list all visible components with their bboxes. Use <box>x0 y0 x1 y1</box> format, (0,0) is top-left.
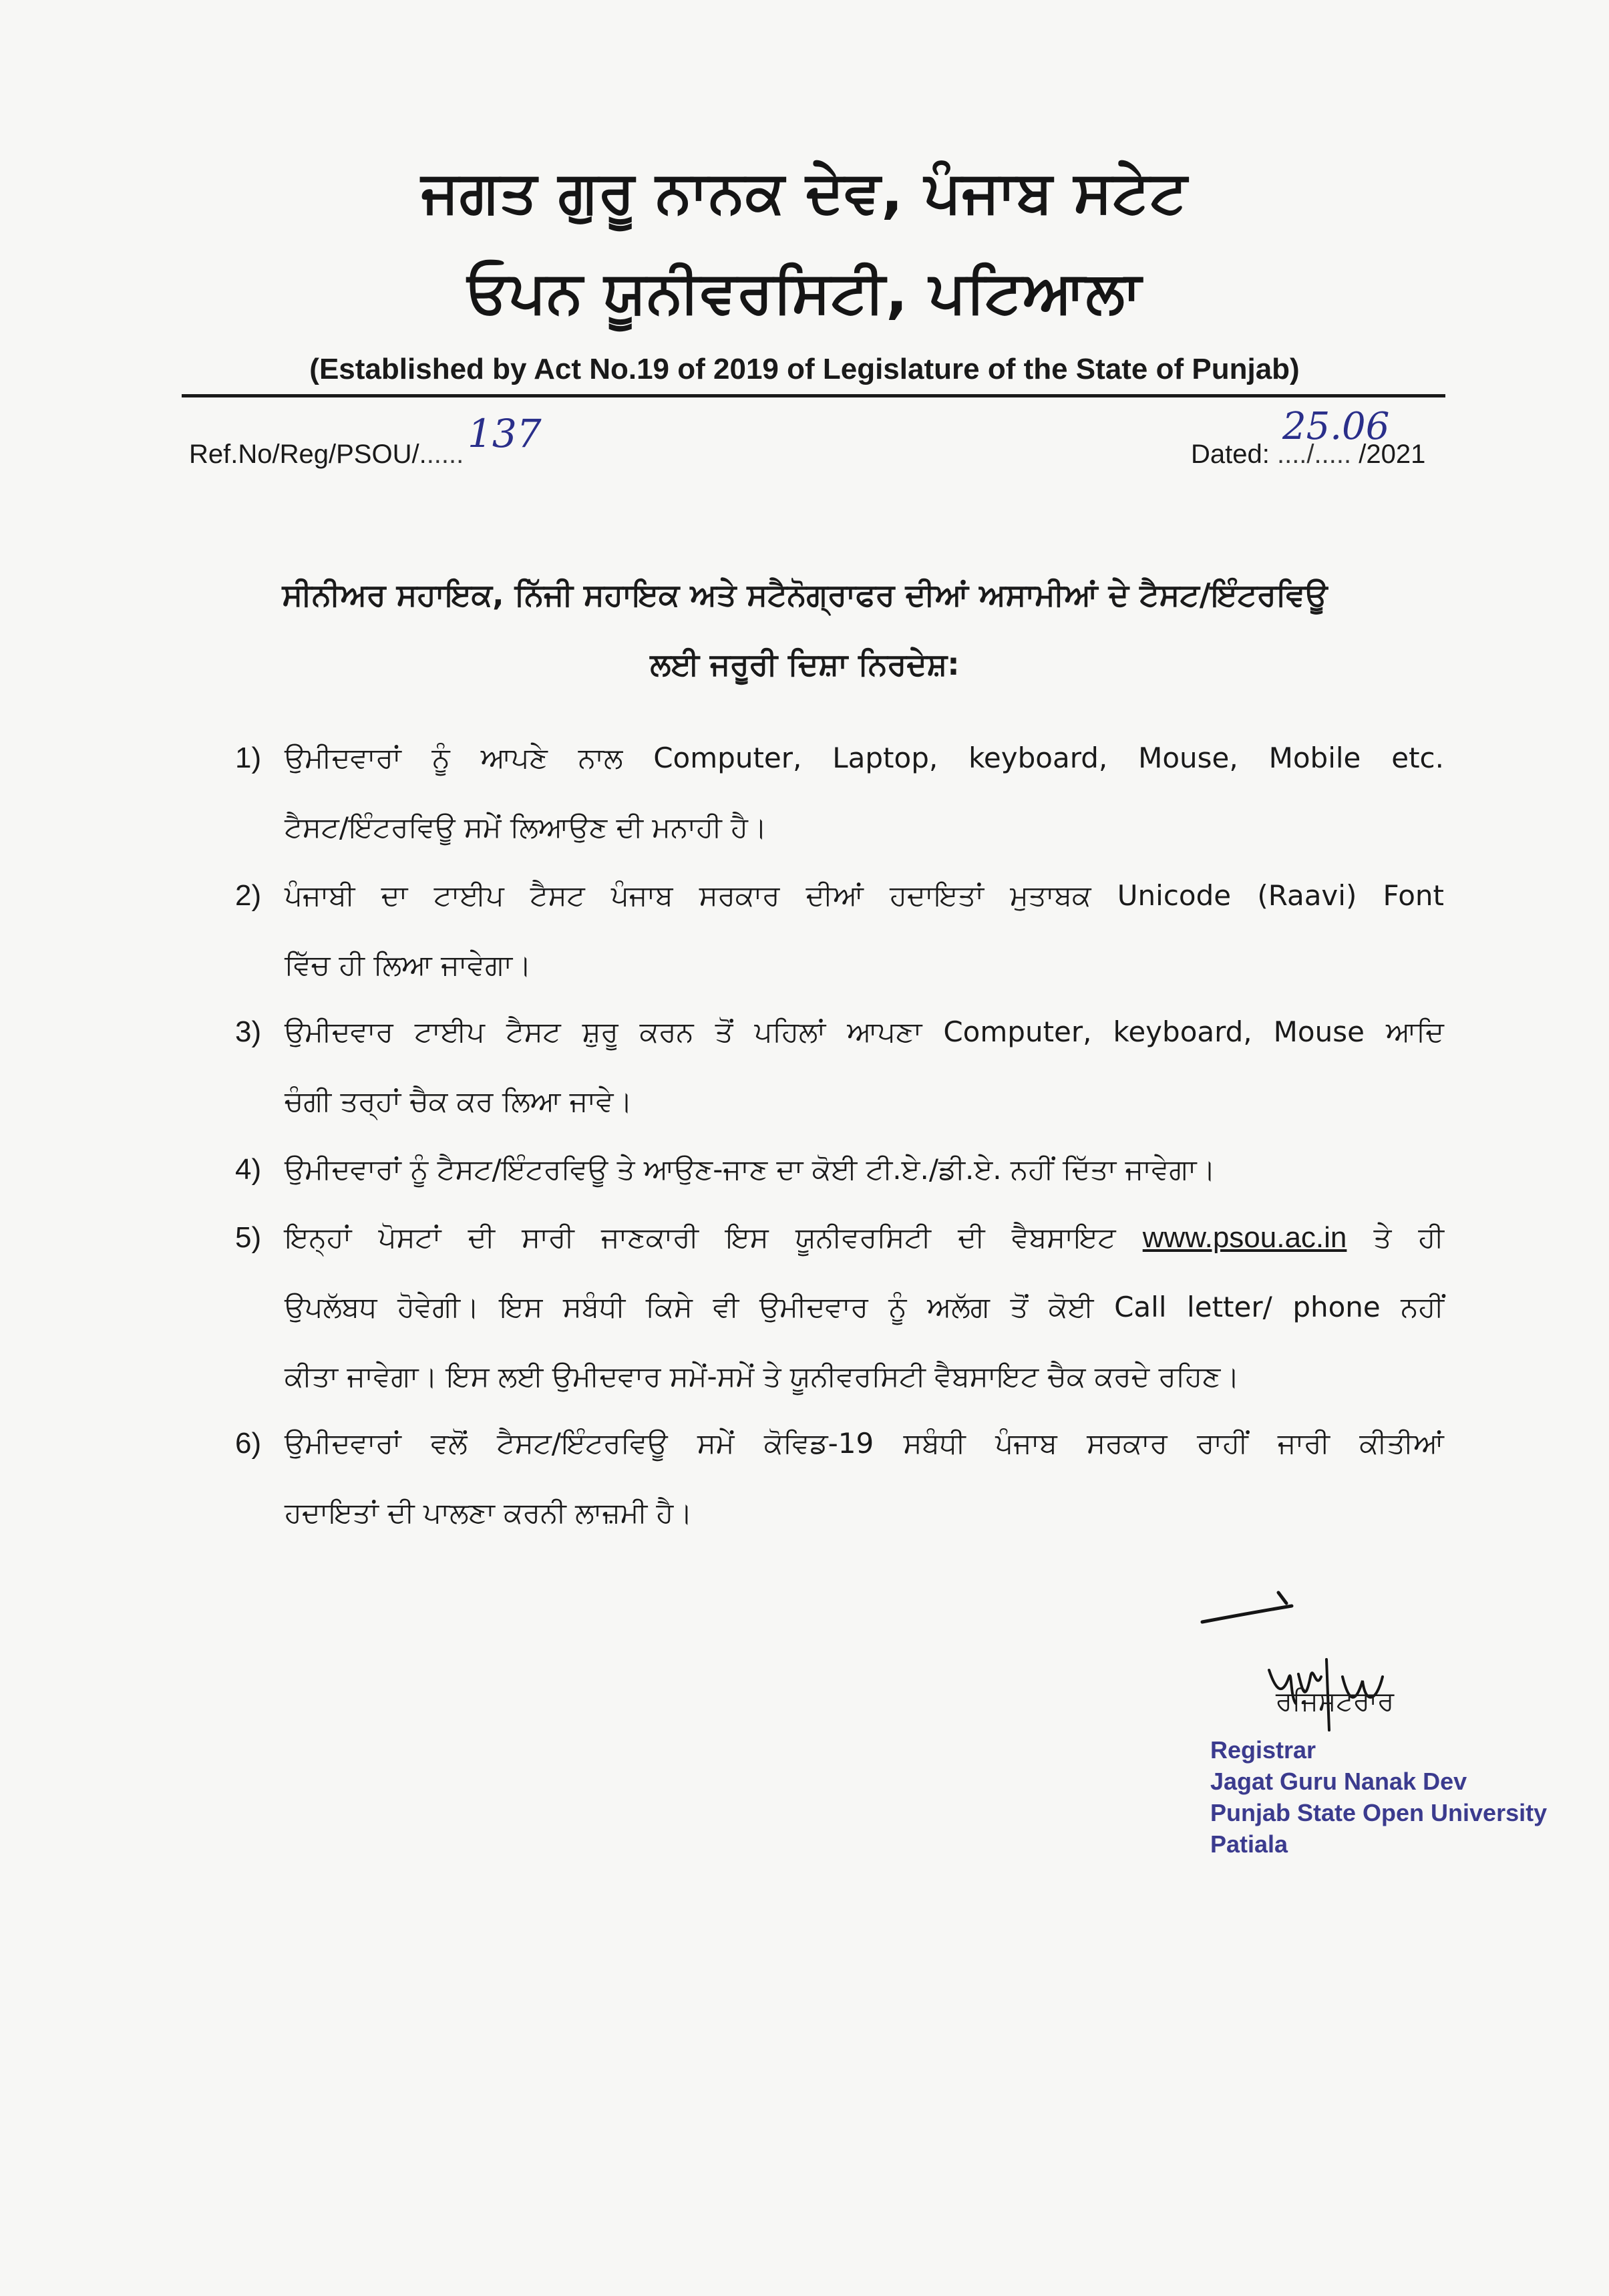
item-number: 4) <box>235 1153 262 1186</box>
item-text-line <box>285 1221 1444 1255</box>
item-text-line: ਵਿੱਚ ਹੀ ਲਿਆ ਜਾਵੇਗਾ। <box>285 949 532 981</box>
stamp-line: Patiala <box>1210 1830 1288 1858</box>
item-text-line: ਟੈਸਟ/ਇੰਟਰਵਿਊ ਸਮੇਂ ਲਿਆਉਣ ਦੀ ਮਨਾਹੀ ਹੈ। <box>285 811 767 844</box>
reference-number: Ref.No/Reg/PSOU/...... <box>189 440 464 469</box>
handwritten-dash <box>1198 1583 1318 1630</box>
subject-line1: ਸੀਨੀਅਰ ਸਹਾਇਕ, ਨਿੱਜੀ ਸਹਾਇਕ ਅਤੇ ਸਟੈਨੋਗ੍ਰਾਫਰ ਦੀਆਂ ਅਸਾਮੀਆਂ ਦੇ ਟੈਸਟ/ਇੰਟਰਵਿਊ <box>282 577 1328 613</box>
date-handwritten: 25.06 <box>1282 405 1390 448</box>
registrar-punjabi: ਰਜਿਸਟਰਾਰ <box>1276 1686 1395 1717</box>
item-text-line: ਉਮੀਦਵਾਰ ਟਾਈਪ ਟੈਸਟ ਸ਼ੁਰੂ ਕਰਨ ਤੋਂ ਪਹਿਲਾਂ ਆਪਣਾ Computer, keyboard, Mouse ਆਦਿ <box>285 1015 1444 1048</box>
item-text-line: ਉਮੀਦਵਾਰਾਂ ਵਲੋਂ ਟੈਸਟ/ਇੰਟਰਵਿਊ ਸਮੇਂ ਕੋਵਿਡ-19 ਸਬੰਧੀ ਪੰਜਾਬ ਸਰਕਾਰ ਰਾਹੀਂ ਜਾਰੀ ਕੀਤੀਆਂ <box>285 1427 1444 1460</box>
stamp-line: Punjab State Open University <box>1210 1799 1548 1826</box>
website-link[interactable]: www.psou.ac.in <box>1142 1221 1347 1254</box>
item-text-line: ਹਦਾਇਤਾਂ ਦੀ ਪਾਲਣਾ ਕਰਨੀ ਲਾਜ਼ਮੀ ਹੈ। <box>285 1496 693 1529</box>
header-rule <box>182 394 1445 397</box>
reference-prefix: Ref.No/Reg/PSOU/. <box>189 440 427 469</box>
stamp-line: Jagat Guru Nanak Dev <box>1210 1768 1467 1795</box>
subject-line2: ਲਈ ਜਰੂਰੀ ਦਿਸ਼ਾ ਨਿਰਦੇਸ਼: <box>650 646 960 682</box>
item-number: 1) <box>235 742 262 774</box>
item-text-line: ਕੀਤਾ ਜਾਵੇਗਾ। ਇਸ ਲਈ ਉਮੀਦਵਾਰ ਸਮੇਂ-ਸਮੇਂ ਤੇ ਯੂਨੀਵਰਸਿਟੀ ਵੈਬਸਾਇਟ ਚੈਕ ਕਰਦੇ ਰਹਿਣ। <box>285 1360 1240 1393</box>
established-note: (Established by Act No.19 of 2019 of Legislature of the State of Punjab) <box>309 353 1300 385</box>
item-number: 2) <box>235 879 262 912</box>
dated-year: /2021 <box>1359 440 1426 469</box>
item-text-line: ਚੰਗੀ ਤਰ੍ਹਾਂ ਚੈਕ ਕਰ ਲਿਆ ਜਾਵੇ। <box>285 1085 633 1118</box>
item-number: 5) <box>235 1221 262 1254</box>
item-text: ਤੇ ਹੀ <box>1347 1221 1444 1254</box>
stamp-line: Registrar <box>1210 1736 1316 1764</box>
registrar-stamp <box>1210 1734 1547 1860</box>
university-name-line1: ਜਗਤ ਗੁਰੂ ਨਾਨਕ ਦੇਵ, ਪੰਜਾਬ ਸਟੇਟ <box>421 159 1188 226</box>
item-text-line: ਉਮੀਦਵਾਰਾਂ ਨੂੰ ਆਪਣੇ ਨਾਲ Computer, Laptop, keyboard, Mouse, Mobile etc. <box>285 742 1444 774</box>
dated-label: Dated: <box>1191 440 1277 469</box>
date-line: Dated: ..../..... /2021 <box>1191 440 1426 469</box>
item-text: ਇਨ੍ਹਾਂ ਪੋਸਟਾਂ ਦੀ ਸਾਰੀ ਜਾਣਕਾਰੀ ਇਸ ਯੂਨੀਵਰਸਿਟੀ ਦੀ ਵੈਬਸਾਇਟ <box>285 1221 1143 1254</box>
item-number: 3) <box>235 1015 262 1048</box>
university-name-line2: ਓਪਨ ਯੂਨੀਵਰਸਿਟੀ, ਪਟਿਆਲਾ <box>467 259 1142 326</box>
item-text-line: ਪੰਜਾਬੀ ਦਾ ਟਾਈਪ ਟੈਸਟ ਪੰਜਾਬ ਸਰਕਾਰ ਦੀਆਂ ਹਦਾਇਤਾਂ ਮੁਤਾਬਕ Unicode (Raavi) Font <box>285 879 1444 912</box>
item-text-line: ਉਮੀਦਵਾਰਾਂ ਨੂੰ ਟੈਸਟ/ਇੰਟਰਵਿਊ ਤੇ ਆਉਣ-ਜਾਣ ਦਾ ਕੋਈ ਟੀ.ਏ./ਡੀ.ਏ. ਨਹੀਂ ਦਿੱਤਾ ਜਾਵੇਗਾ। <box>285 1153 1216 1186</box>
item-text-line: ਉਪਲੱਬਧ ਹੋਵੇਗੀ। ਇਸ ਸਬੰਧੀ ਕਿਸੇ ਵੀ ਉਮੀਦਵਾਰ ਨੂੰ ਅਲੱਗ ਤੋਂ ਕੋਈ Call letter/ phone ਨਹੀਂ <box>285 1291 1444 1323</box>
item-number: 6) <box>235 1427 262 1460</box>
reference-handwritten-number: 137 <box>468 411 542 456</box>
